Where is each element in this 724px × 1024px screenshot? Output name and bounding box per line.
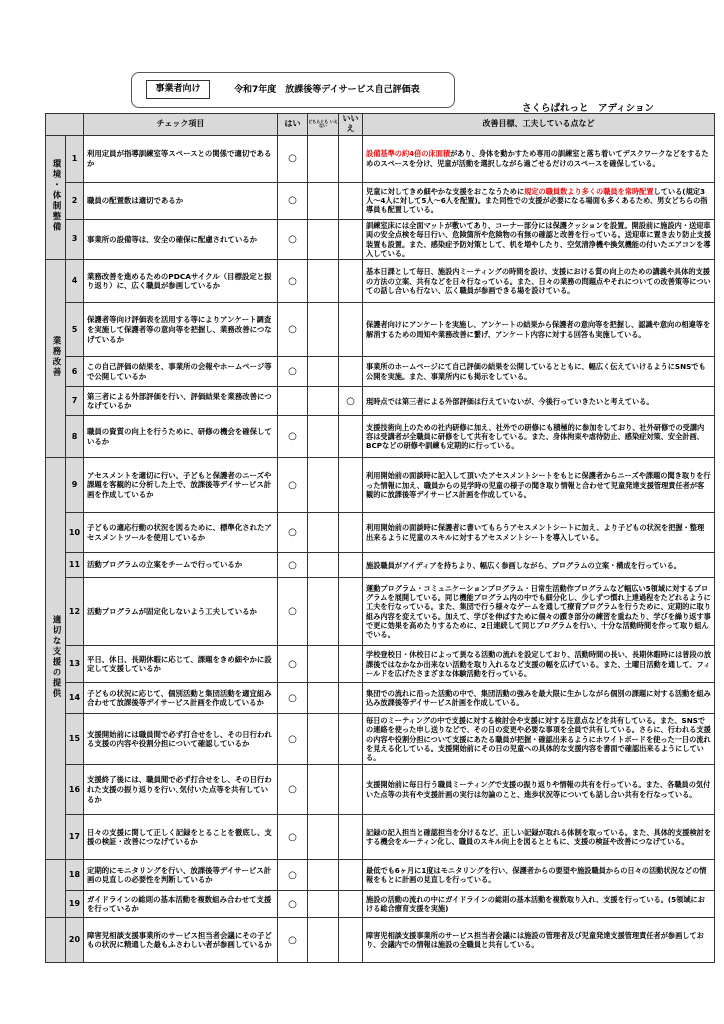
- answer-neutral-cell: [308, 260, 339, 303]
- table-row: [46, 260, 715, 303]
- answer-no-cell: [339, 891, 363, 918]
- answer-yes-cell: ○: [278, 815, 308, 860]
- document-title: 令和7年度 放課後等デイサービス自己評価表: [234, 85, 420, 95]
- answer-neutral-cell: [308, 303, 339, 357]
- check-item: 活動プログラムが固定化しないよう工夫しているか: [84, 578, 278, 646]
- comment-cell: [363, 458, 715, 513]
- answer-neutral-cell: [308, 553, 339, 578]
- comment-cell: [363, 683, 715, 714]
- comment-text: 現時点では第三者による外部評価は行えていないが、今後行っていきたいと考えている。: [366, 396, 654, 406]
- check-item: 支援終了後には、職員間で必ず打合せをし、その日行われた支援の振り返りを行い､気付いた点等を共有しているか: [84, 765, 278, 815]
- answer-neutral-cell: [308, 860, 339, 891]
- item-number: 5: [66, 303, 84, 357]
- table-row: [46, 387, 715, 416]
- comment-cell: [363, 765, 715, 815]
- answer-neutral-cell: [308, 458, 339, 513]
- comment-text: 障害児相談支援事業所のサービス担当者会議には施設の管理者及び児童発達支援管理責任者が参画しており、会議内での情報は施設の全職員と共有している。: [366, 930, 704, 950]
- check-item: 障害児相談支援事業所のサービス担当者会議にその子どもの状況に精通した最もふさわしい者が参画しているか: [84, 918, 278, 963]
- answer-no-cell: [339, 815, 363, 860]
- answer-neutral-cell: [308, 135, 339, 182]
- item-number: 12: [66, 578, 84, 646]
- table-row: [46, 860, 715, 891]
- header-no: いいえ: [339, 114, 363, 136]
- answer-no-cell: [339, 860, 363, 891]
- comment-cell: [363, 646, 715, 683]
- answer-no-cell: [339, 182, 363, 219]
- answer-yes-cell: ○: [278, 683, 308, 714]
- comment-cell: [363, 578, 715, 646]
- comment-text: 施設の活動の流れの中にガイドラインの総則の基本活動を複数取り入れ、支援を行っている。(5領域における総合療育支援を実施): [366, 894, 705, 914]
- answer-yes-cell: ○: [278, 860, 308, 891]
- comment-text: 児童に対してきめ細やかな支援をおこなうために: [366, 186, 525, 196]
- table-row: [46, 891, 715, 918]
- answer-neutral-cell: [308, 683, 339, 714]
- answer-yes-cell: ○: [278, 260, 308, 303]
- answer-neutral-cell: [308, 815, 339, 860]
- check-item: 定期的にモニタリングを行い、放課後等デイサービス計画の見直しの必要性を判断しているか: [84, 860, 278, 891]
- answer-neutral-cell: [308, 578, 339, 646]
- table-row: [46, 578, 715, 646]
- item-number: 15: [66, 714, 84, 765]
- answer-no-cell: [339, 260, 363, 303]
- answer-yes-cell: ○: [278, 458, 308, 513]
- table-row: [46, 219, 715, 259]
- answer-neutral-cell: [308, 891, 339, 918]
- table-row: [46, 815, 715, 860]
- answer-yes-cell: ○: [278, 714, 308, 765]
- item-number: 10: [66, 513, 84, 553]
- check-item: 平日、休日、長期休暇に応じて、課題をきめ細やかに設定して支援しているか: [84, 646, 278, 683]
- table-row: [46, 683, 715, 714]
- answer-yes-cell: ○: [278, 765, 308, 815]
- audience-tag: 事業者向け: [146, 80, 210, 99]
- table-header-row: [46, 114, 715, 136]
- answer-yes-cell: ○: [278, 182, 308, 219]
- answer-neutral-cell: [308, 513, 339, 553]
- answer-neutral-cell: [308, 714, 339, 765]
- comment-text: があり、身体を動かすため専用の訓練室と落ち着いてデスクワークなどをするためのスペースを分け、児童が活動を選択しながら過ごせるだけのスペースを確保している。: [366, 149, 709, 168]
- header-check-item: チェック項目: [84, 114, 278, 136]
- table-row: [46, 765, 715, 815]
- table-row: [46, 646, 715, 683]
- answer-no-cell: [339, 683, 363, 714]
- check-item: 事業所の設備等は、安全の確保に配慮されているか: [84, 219, 278, 259]
- answer-no-cell: [339, 646, 363, 683]
- answer-neutral-cell: [308, 182, 339, 219]
- category-cell: [46, 260, 66, 458]
- answer-neutral-cell: [308, 918, 339, 963]
- check-item: 保護者等向け評価表を活用する等によりアンケート調査を実施して保護者等の意向等を把握し、業務改善につなげているか: [84, 303, 278, 357]
- category-cell: [46, 918, 66, 963]
- item-number: 19: [66, 891, 84, 918]
- answer-no-cell: [339, 357, 363, 387]
- evaluation-table: [45, 113, 715, 963]
- item-number: 18: [66, 860, 84, 891]
- check-item: 第三者による外部評価を行い、評価結果を業務改善につなげているか: [84, 387, 278, 416]
- comment-cell: [363, 513, 715, 553]
- answer-no-cell: [339, 135, 363, 182]
- comment-text: 集団での流れに沿った活動の中で、集団活動の強みを最大限に生かしながら個別の課題に対する活動を組み込み放課後等デイサービス計画を作成している。: [366, 688, 711, 708]
- answer-no-cell: [339, 765, 363, 815]
- answer-yes-cell: ○: [278, 416, 308, 458]
- comment-text: 事業所のホームページにて自己評価の結果を公開しているとともに、幅広く伝えていけるようにSNSでも公開を実施。また、事業所内にも掲示をしている。: [366, 362, 706, 381]
- comment-cell: [363, 714, 715, 765]
- check-item: 職員の資質の向上を行うために、研修の機会を確保しているか: [84, 416, 278, 458]
- comment-text: 最低でも6ヶ月に1度はモニタリングを行い、保護者からの要望や施設職員からの日々の活動状況などの情報をもとに計画の見直しを行っている。: [366, 865, 707, 885]
- answer-neutral-cell: [308, 765, 339, 815]
- comment-cell: [363, 303, 715, 357]
- check-item: 子どもの状況に応じて、個別活動と集団活動を適宜組み合わせて放課後等デイサービス計画を作成しているか: [84, 683, 278, 714]
- item-number: 8: [66, 416, 84, 458]
- table-row: [46, 416, 715, 458]
- comment-text: 利用開始前の面談時に記入して頂いたアセスメントシートをもとに保護者からニーズや課題の聞き取りを行った情報に加え、職員からの見学時の児童の様子の聞き取り情報と合わせて児童発達支援管理責任者が客観的に放課後等デイサービス計画を作成している。: [366, 471, 711, 499]
- answer-yes-cell: ○: [278, 553, 308, 578]
- header-neutral: どちらとも いえない: [308, 114, 339, 136]
- answer-yes-cell: ○: [278, 135, 308, 182]
- table-row: [46, 458, 715, 513]
- check-item: 支援開始前には職員間で必ず打合せをし、その日行われる支援の内容や役割分担について確認しているか: [84, 714, 278, 765]
- check-item: この自己評価の結果を、事業所の会報やホームページ等で公開しているか: [84, 357, 278, 387]
- table-row: [46, 303, 715, 357]
- item-number: 14: [66, 683, 84, 714]
- answer-no-cell: [339, 416, 363, 458]
- answer-neutral-cell: [308, 219, 339, 259]
- answer-no-cell: [339, 553, 363, 578]
- comment-cell: [363, 182, 715, 219]
- category-cell: [46, 135, 66, 259]
- answer-neutral-cell: [308, 646, 339, 683]
- check-item: 職員の配置数は適切であるか: [84, 182, 278, 219]
- check-item: アセスメントを適切に行い、子どもと保護者のニーズや課題を客観的に分析した上で、放課後等デイサービス計画を作成しているか: [84, 458, 278, 513]
- comment-cell: [363, 918, 715, 963]
- comment-text: 学校登校日・休校日によって異なる活動の流れを設定しており、活動時間の長い、長期休暇時には普段の放課後ではなかなか出来ない活動を取り入れるなど支援の幅を広げている。また、土曜日活動を通して、フィールドを広げたさまざまな体験活動を行っている。: [366, 650, 712, 678]
- answer-yes-cell: ○: [278, 891, 308, 918]
- answer-yes-cell: ○: [278, 303, 308, 357]
- answer-neutral-cell: [308, 416, 339, 458]
- item-number: 11: [66, 553, 84, 578]
- answer-yes-cell: [278, 387, 308, 416]
- header-comment: 改善目標、工夫している点など: [363, 114, 715, 136]
- table-row: [46, 918, 715, 963]
- check-item: 日々の支援に関して正しく記録をとることを徹底し、支援の検証・改善につなげているか: [84, 815, 278, 860]
- answer-yes-cell: ○: [278, 646, 308, 683]
- comment-cell: [363, 815, 715, 860]
- item-number: 13: [66, 646, 84, 683]
- comment-text: 基本日課として毎日、施設内ミーティングの時間を設け、支援における質の向上のための講義や具体的支援の方法の立案、共有などを日々行なっている。また、日々の業務の問題点やそれについての改善策等についての話し合いも行ない、広く職員が参画できる場を設けている。: [366, 267, 711, 295]
- answer-no-cell: ○: [339, 387, 363, 416]
- answer-no-cell: [339, 918, 363, 963]
- answer-yes-cell: ○: [278, 219, 308, 259]
- comment-text: 運動プログラム・コミュニケーションプログラム・日常生活動作プログラムなど幅広い5領域に対するプログラムを展開している。同じ機能プログラム内の中でも細分化し、少しずつ慣れ上達過程をたどれるように工夫を行なっている。また、集団で行う様々なゲームを通して療育プログラムを行うために、定期的に取り組み内容を変えている。加えて、学びを伸ばすために個々の躓き部分の練習を重ねたり、学びを繰り返す事で更に効果を高めたりするために、2日連続して同じプログラムを行い、十分な活動時間を作って取り組んでいる。: [366, 583, 711, 640]
- comment-cell: [363, 860, 715, 891]
- table-row: [46, 135, 715, 182]
- check-item: 子どもの適応行動の状況を図るために、標準化されたアセスメントツールを使用しているか: [84, 513, 278, 553]
- answer-no-cell: [339, 513, 363, 553]
- category-label: 業務改善: [51, 335, 62, 378]
- comment-text: 毎日のミーティングの中で支援に対する検討会や支援に対する注意点などを共有している。また、SNSでの連絡を使った申し送りなどで、その日の変更や必要な事項を全員で共有している。さらに、行われる支援の内容や役割分担について支援にあたる職員が把握・確認出来るようにホワイトボードを使った一日の流れを見える化している。支援開始前にその日の児童への具体的な支援内容を書面で確認出来るようにしている。: [366, 715, 711, 763]
- comment-text: している(規定3人～4人に対して5人～6人を配置)。また同性での支援が必要になる場面も多くあるため、男女どちらの指導員も配置している。: [366, 186, 708, 215]
- answer-yes-cell: ○: [278, 918, 308, 963]
- category-label: 適切な支援の提供: [51, 614, 62, 699]
- comment-cell: [363, 387, 715, 416]
- comment-text: 保護者向けにアンケートを実施し、アンケートの結果から保護者の意向等を把握し、認識や意向の相違等を解消するための周知や業務改善に繋げ、アンケート内容に対する回答も実施している。: [366, 320, 711, 339]
- answer-neutral-cell: [308, 357, 339, 387]
- comment-text: 施設職員がアイディアを持ちより、幅広く参画しながら、プログラムの立案・構成を行っている。: [366, 560, 681, 570]
- comment-cell: [363, 553, 715, 578]
- comment-text: 記録の記入担当と確認担当を分けるなど、正しい記録が取れる体制を取っている。また、具体的支援検討をする機会をルーティン化し、職員のスキル向上を図るとともに、支援の検証や改善につなげている。: [366, 827, 712, 847]
- comment-cell: [363, 260, 715, 303]
- item-number: 6: [66, 357, 84, 387]
- header-yes: はい: [278, 114, 308, 136]
- answer-yes-cell: ○: [278, 578, 308, 646]
- answer-no-cell: [339, 219, 363, 259]
- item-number: 1: [66, 135, 84, 182]
- item-number: 17: [66, 815, 84, 860]
- title-box: [131, 72, 455, 108]
- answer-no-cell: [339, 303, 363, 357]
- table-row: [46, 357, 715, 387]
- check-item: 利用定員が指導訓練室等スペースとの関係で適切であるか: [84, 135, 278, 182]
- item-number: 20: [66, 918, 84, 963]
- check-item: 業務改善を進めるためのPDCAサイクル（目標設定と振り返り）に、広く職員が参画しているか: [84, 260, 278, 303]
- facility-name: さくらぱれっと アディション: [521, 103, 654, 114]
- answer-no-cell: [339, 578, 363, 646]
- comment-cell: [363, 357, 715, 387]
- comment-text: 利用開始前の面談時に保護者に書いてもらうアセスメントシートに加え、より子どもの状況を把握・整理出来るように児童のスキルに対するアセスメントシートを導入している。: [366, 523, 705, 542]
- answer-neutral-cell: [308, 387, 339, 416]
- comment-cell: [363, 891, 715, 918]
- answer-no-cell: [339, 458, 363, 513]
- answer-no-cell: [339, 714, 363, 765]
- table-row: [46, 513, 715, 553]
- category-cell: [46, 458, 66, 860]
- header-blank: [46, 114, 84, 136]
- item-number: 7: [66, 387, 84, 416]
- comment-cell: [363, 135, 715, 182]
- item-number: 16: [66, 765, 84, 815]
- answer-yes-cell: ○: [278, 513, 308, 553]
- table-row: [46, 714, 715, 765]
- highlighted-comment-text: 設備基準の約4倍の床面積: [366, 149, 451, 159]
- comment-cell: [363, 416, 715, 458]
- category-label: 環境・体制整備: [51, 158, 62, 233]
- comment-text: 訓練室床には全面マットが敷いてあり、コーナー部分には保護クッションを設置。開設前に施設内・送迎車両の安全点検を毎日行い、危険箇所や危険物の有無の確認と改善を行っている。送迎車に置き去り防止支援装置も設置。また、感染症予防対策として、机を増やしたり、空気清浄機や換気機能の付いたエアコンを導入している。: [366, 220, 712, 258]
- category-cell: [46, 860, 66, 918]
- highlighted-comment-text: 規定の職員数より多くの職員を常時配置: [524, 186, 654, 196]
- comment-text: 支援開始前に毎日行う職員ミーティングで支援の振り返りや情報の共有を行っている。また、各職員の気付いた点等の共有や支援計画の実行は勿論のこと、進歩状況等についても話し合い共有を行なっている。: [366, 780, 711, 799]
- item-number: 3: [66, 219, 84, 259]
- check-item: ガイドラインの総則の基本活動を複数組み合わせて支援を行っているか: [84, 891, 278, 918]
- table-row: [46, 553, 715, 578]
- comment-text: 支援技術向上のための社内研修に加え、社外での研修にも積極的に参加をしており、社外研修での受講内容は受講者が全職員に研修をして共有をしている。また、身体拘束や虐待防止、感染症対策、安全計画、BCPなどの研修や訓練も定期的に行っている。: [366, 422, 705, 451]
- table-row: [46, 182, 715, 219]
- comment-cell: [363, 219, 715, 259]
- item-number: 4: [66, 260, 84, 303]
- item-number: 2: [66, 182, 84, 219]
- answer-yes-cell: ○: [278, 357, 308, 387]
- check-item: 活動プログラムの立案をチームで行っているか: [84, 553, 278, 578]
- item-number: 9: [66, 458, 84, 513]
